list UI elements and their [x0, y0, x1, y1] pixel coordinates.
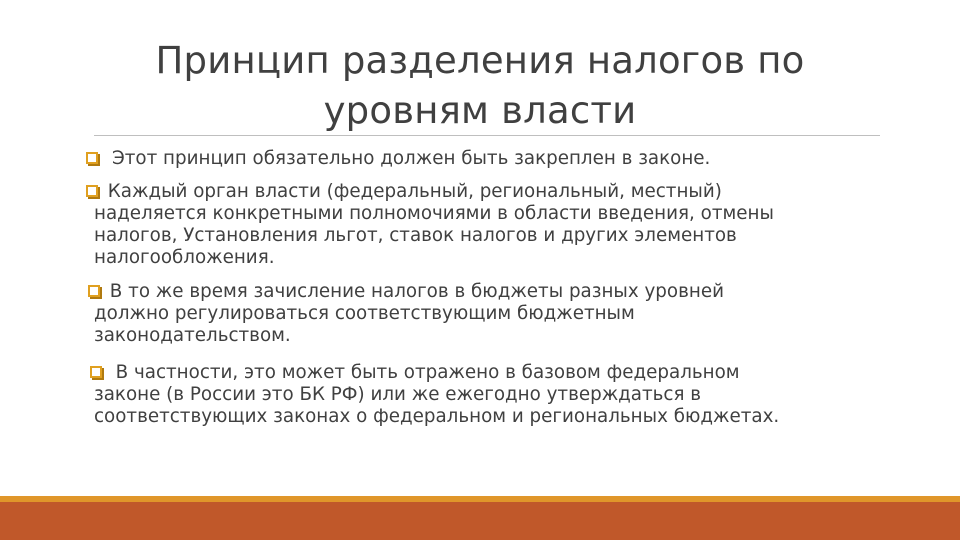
bullet-item-1 — [94, 148, 894, 170]
footer-accent-stripe — [0, 496, 960, 502]
bullet-4-line-3: соответствующих законах о федеральном и региональных бюджетах. — [94, 406, 780, 427]
bullet-4-line-1: В частности, это может быть отражено в базовом федеральном — [104, 362, 740, 383]
bullet-2-line-4: налогообложения. — [94, 247, 275, 268]
bullet-2-line-1: Каждый орган власти (федеральный, региональный, местный) — [102, 181, 722, 202]
bullet-3-line-3: законодательством. — [94, 325, 291, 346]
bullet-2-line-2: наделяется конкретными полномочиями в области введения, отмены — [94, 203, 774, 224]
checkbox-bullet-icon — [86, 152, 98, 164]
slide-title — [80, 36, 880, 136]
checkbox-bullet-icon — [86, 185, 98, 197]
bullet-item-4 — [94, 362, 894, 428]
checkbox-bullet-icon — [90, 366, 102, 378]
bullet-1-line-1: Этот принцип обязательно должен быть закреплен в законе. — [112, 148, 711, 169]
bullet-4-line-2: законе (в России это БК РФ) или же ежегодно утверждаться в — [94, 384, 702, 405]
bullet-item-2 — [94, 181, 894, 269]
footer-bar — [0, 496, 960, 540]
slide-title-line-2: уровням власти — [323, 89, 637, 132]
bullet-2-line-3: налогов, Установления льгот, ставок налогов и других элементов — [94, 225, 737, 246]
title-divider — [94, 135, 880, 136]
bullet-3-line-1: В то же время зачисление налогов в бюджеты разных уровней — [104, 281, 724, 302]
bullet-list — [94, 146, 894, 428]
bullet-item-3 — [94, 281, 894, 347]
checkbox-bullet-icon — [88, 285, 100, 297]
bullet-3-line-2: должно регулироваться соответствующим бюджетным — [94, 303, 635, 324]
slide-title-line-1: Принцип разделения налогов по — [155, 39, 805, 82]
